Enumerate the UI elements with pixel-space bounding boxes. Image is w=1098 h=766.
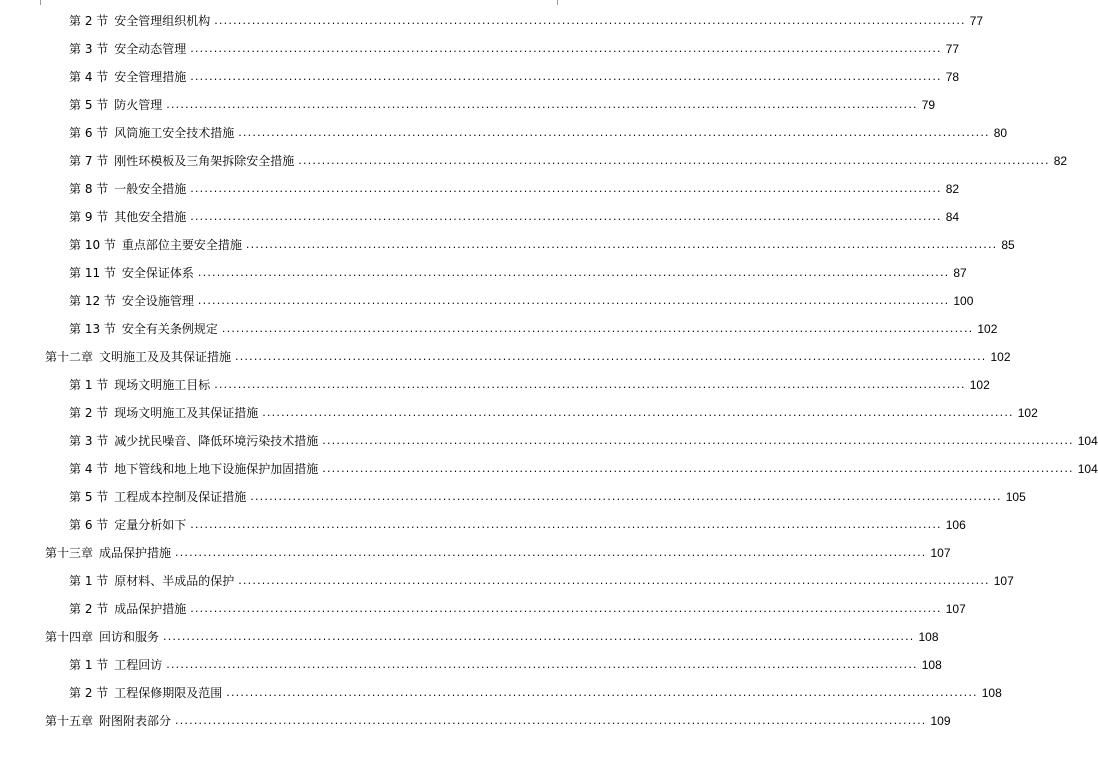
entry-page-number: 80	[993, 126, 1008, 140]
entry-page-number: 85	[1001, 238, 1015, 252]
entry-number: 第 11 节	[69, 266, 116, 280]
entry-number: 第 2 节	[69, 14, 109, 28]
toc-chapter-entry[interactable]	[45, 343, 1011, 371]
entry-number: 第 12 节	[69, 294, 116, 308]
entry-title: 重点部位主要安全措施	[121, 238, 242, 252]
entry-number: 第十五章	[45, 714, 94, 728]
entry-number: 第 6 节	[69, 126, 109, 140]
toc-section-entry[interactable]	[69, 231, 1015, 259]
toc-section-entry[interactable]	[69, 511, 966, 539]
entry-title: 安全保证体系	[121, 266, 194, 280]
toc-section-entry[interactable]	[69, 287, 974, 315]
dot-leader: ................................................................................................................................................................	[238, 574, 990, 587]
entry-page-number: 82	[1053, 154, 1068, 168]
dot-leader: ................................................................................................................................................................	[226, 686, 978, 699]
entry-title: 一般安全措施	[114, 182, 187, 196]
entry-number: 第 2 节	[69, 602, 109, 616]
dot-leader: ................................................................................................................................................................	[197, 266, 950, 279]
toc-section-entry[interactable]	[69, 679, 1002, 707]
entry-number: 第 5 节	[69, 490, 109, 504]
dot-leader: ................................................................................................................................................................	[214, 14, 966, 27]
toc-section-entry[interactable]	[69, 483, 1026, 511]
entry-page-number: 106	[945, 518, 966, 532]
entry-page-number: 105	[1005, 490, 1026, 504]
entry-page-number: 107	[945, 602, 966, 616]
entry-number: 第 5 节	[69, 98, 109, 112]
toc-section-entry[interactable]	[69, 7, 984, 35]
entry-title: 现场文明施工及其保证措施	[114, 406, 259, 420]
entry-number: 第 2 节	[69, 406, 109, 420]
toc-section-entry[interactable]	[69, 147, 1068, 175]
entry-number: 第 4 节	[69, 462, 109, 476]
entry-page-number: 104	[1077, 462, 1098, 476]
entry-title: 工程成本控制及保证措施	[114, 490, 247, 504]
entry-page-number: 102	[1017, 406, 1038, 420]
toc-section-entry[interactable]	[69, 399, 1038, 427]
entry-title: 刚性环模板及三角架拆除安全措施	[114, 154, 295, 168]
toc-section-entry[interactable]	[69, 175, 960, 203]
entry-title: 回访和服务	[99, 630, 160, 644]
entry-title: 安全有关条例规定	[121, 322, 218, 336]
dot-leader: ................................................................................................................................................................	[190, 42, 942, 55]
entry-title: 工程保修期限及范围	[114, 686, 223, 700]
entry-title: 风筒施工安全技术措施	[114, 126, 235, 140]
entry-page-number: 107	[993, 574, 1014, 588]
dot-leader: ................................................................................................................................................................	[175, 714, 927, 727]
toc-section-entry[interactable]	[69, 259, 967, 287]
toc-section-entry[interactable]	[69, 595, 966, 623]
dot-leader: ................................................................................................................................................................	[190, 70, 942, 83]
entry-page-number: 79	[921, 98, 936, 112]
dot-leader: ................................................................................................................................................................	[322, 462, 1074, 475]
entry-number: 第 3 节	[69, 434, 109, 448]
toc-section-entry[interactable]	[69, 91, 936, 119]
page-corner-mark-right	[557, 0, 568, 5]
entry-page-number: 102	[969, 378, 990, 392]
dot-leader: ................................................................................................................................................................	[245, 238, 998, 251]
entry-title: 其他安全措施	[114, 210, 187, 224]
entry-page-number: 109	[930, 714, 951, 728]
dot-leader: ................................................................................................................................................................	[190, 182, 942, 195]
dot-leader: ................................................................................................................................................................	[166, 98, 918, 111]
entry-page-number: 108	[918, 630, 939, 644]
entry-title: 工程回访	[114, 658, 163, 672]
entry-number: 第 6 节	[69, 518, 109, 532]
entry-title: 安全管理措施	[114, 70, 187, 84]
entry-title: 原材料、半成品的保护	[114, 574, 235, 588]
entry-page-number: 108	[921, 658, 942, 672]
entry-page-number: 78	[945, 70, 960, 84]
entry-title: 安全动态管理	[114, 42, 187, 56]
entry-number: 第十三章	[45, 546, 94, 560]
entry-number: 第 8 节	[69, 182, 109, 196]
entry-number: 第 4 节	[69, 70, 109, 84]
dot-leader: ................................................................................................................................................................	[238, 126, 990, 139]
dot-leader: ................................................................................................................................................................	[235, 350, 987, 363]
entry-number: 第十四章	[45, 630, 94, 644]
dot-leader: ................................................................................................................................................................	[262, 406, 1014, 419]
entry-number: 第 9 节	[69, 210, 109, 224]
entry-page-number: 102	[990, 350, 1011, 364]
entry-number: 第十二章	[45, 350, 94, 364]
entry-title: 定量分析如下	[114, 518, 187, 532]
entry-page-number: 107	[930, 546, 951, 560]
entry-title: 减少扰民噪音、降低环境污染技术措施	[114, 434, 319, 448]
dot-leader: ................................................................................................................................................................	[190, 518, 942, 531]
page-corner-mark-left	[30, 0, 41, 5]
toc-section-entry[interactable]	[69, 203, 960, 231]
entry-title: 文明施工及及其保证措施	[99, 350, 232, 364]
entry-title: 防火管理	[114, 98, 163, 112]
toc-chapter-entry[interactable]	[45, 707, 951, 735]
toc-section-entry[interactable]	[69, 651, 942, 679]
dot-leader: ................................................................................................................................................................	[190, 210, 942, 223]
entry-title: 地下管线和地上地下设施保护加固措施	[114, 462, 319, 476]
table-of-contents	[0, 7, 1098, 735]
entry-title: 现场文明施工目标	[114, 378, 211, 392]
dot-leader: ................................................................................................................................................................	[250, 490, 1002, 503]
entry-number: 第 13 节	[69, 322, 116, 336]
dot-leader: ................................................................................................................................................................	[214, 378, 966, 391]
entry-number: 第 10 节	[69, 238, 116, 252]
entry-number: 第 1 节	[69, 574, 109, 588]
entry-title: 成品保护措施	[114, 602, 187, 616]
entry-number: 第 1 节	[69, 658, 109, 672]
entry-page-number: 100	[953, 294, 974, 308]
entry-page-number: 82	[945, 182, 960, 196]
dot-leader: ................................................................................................................................................................	[197, 294, 950, 307]
toc-section-entry[interactable]	[69, 455, 1098, 483]
toc-chapter-entry[interactable]	[45, 623, 939, 651]
entry-page-number: 102	[977, 322, 998, 336]
toc-section-entry[interactable]	[69, 35, 960, 63]
toc-section-entry[interactable]	[69, 119, 1008, 147]
dot-leader: ................................................................................................................................................................	[175, 546, 927, 559]
dot-leader: ................................................................................................................................................................	[163, 630, 915, 643]
toc-section-entry[interactable]	[69, 315, 998, 343]
entry-number: 第 7 节	[69, 154, 109, 168]
dot-leader: ................................................................................................................................................................	[166, 658, 918, 671]
entry-page-number: 108	[981, 686, 1002, 700]
toc-section-entry[interactable]	[69, 567, 1014, 595]
entry-page-number: 87	[953, 266, 967, 280]
entry-number: 第 1 节	[69, 378, 109, 392]
dot-leader: ................................................................................................................................................................	[221, 322, 974, 335]
entry-title: 附图附表部分	[99, 714, 172, 728]
entry-title: 安全设施管理	[121, 294, 194, 308]
dot-leader: ................................................................................................................................................................	[322, 434, 1074, 447]
entry-number: 第 3 节	[69, 42, 109, 56]
entry-page-number: 77	[969, 14, 984, 28]
dot-leader: ................................................................................................................................................................	[190, 602, 942, 615]
entry-page-number: 104	[1077, 434, 1098, 448]
entry-title: 安全管理组织机构	[114, 14, 211, 28]
entry-title: 成品保护措施	[99, 546, 172, 560]
toc-section-entry[interactable]	[69, 63, 960, 91]
entry-page-number: 84	[945, 210, 960, 224]
entry-number: 第 2 节	[69, 686, 109, 700]
toc-section-entry[interactable]	[69, 371, 990, 399]
toc-section-entry[interactable]	[69, 427, 1098, 455]
entry-page-number: 77	[945, 42, 960, 56]
toc-chapter-entry[interactable]	[45, 539, 951, 567]
dot-leader: ................................................................................................................................................................	[298, 154, 1050, 167]
